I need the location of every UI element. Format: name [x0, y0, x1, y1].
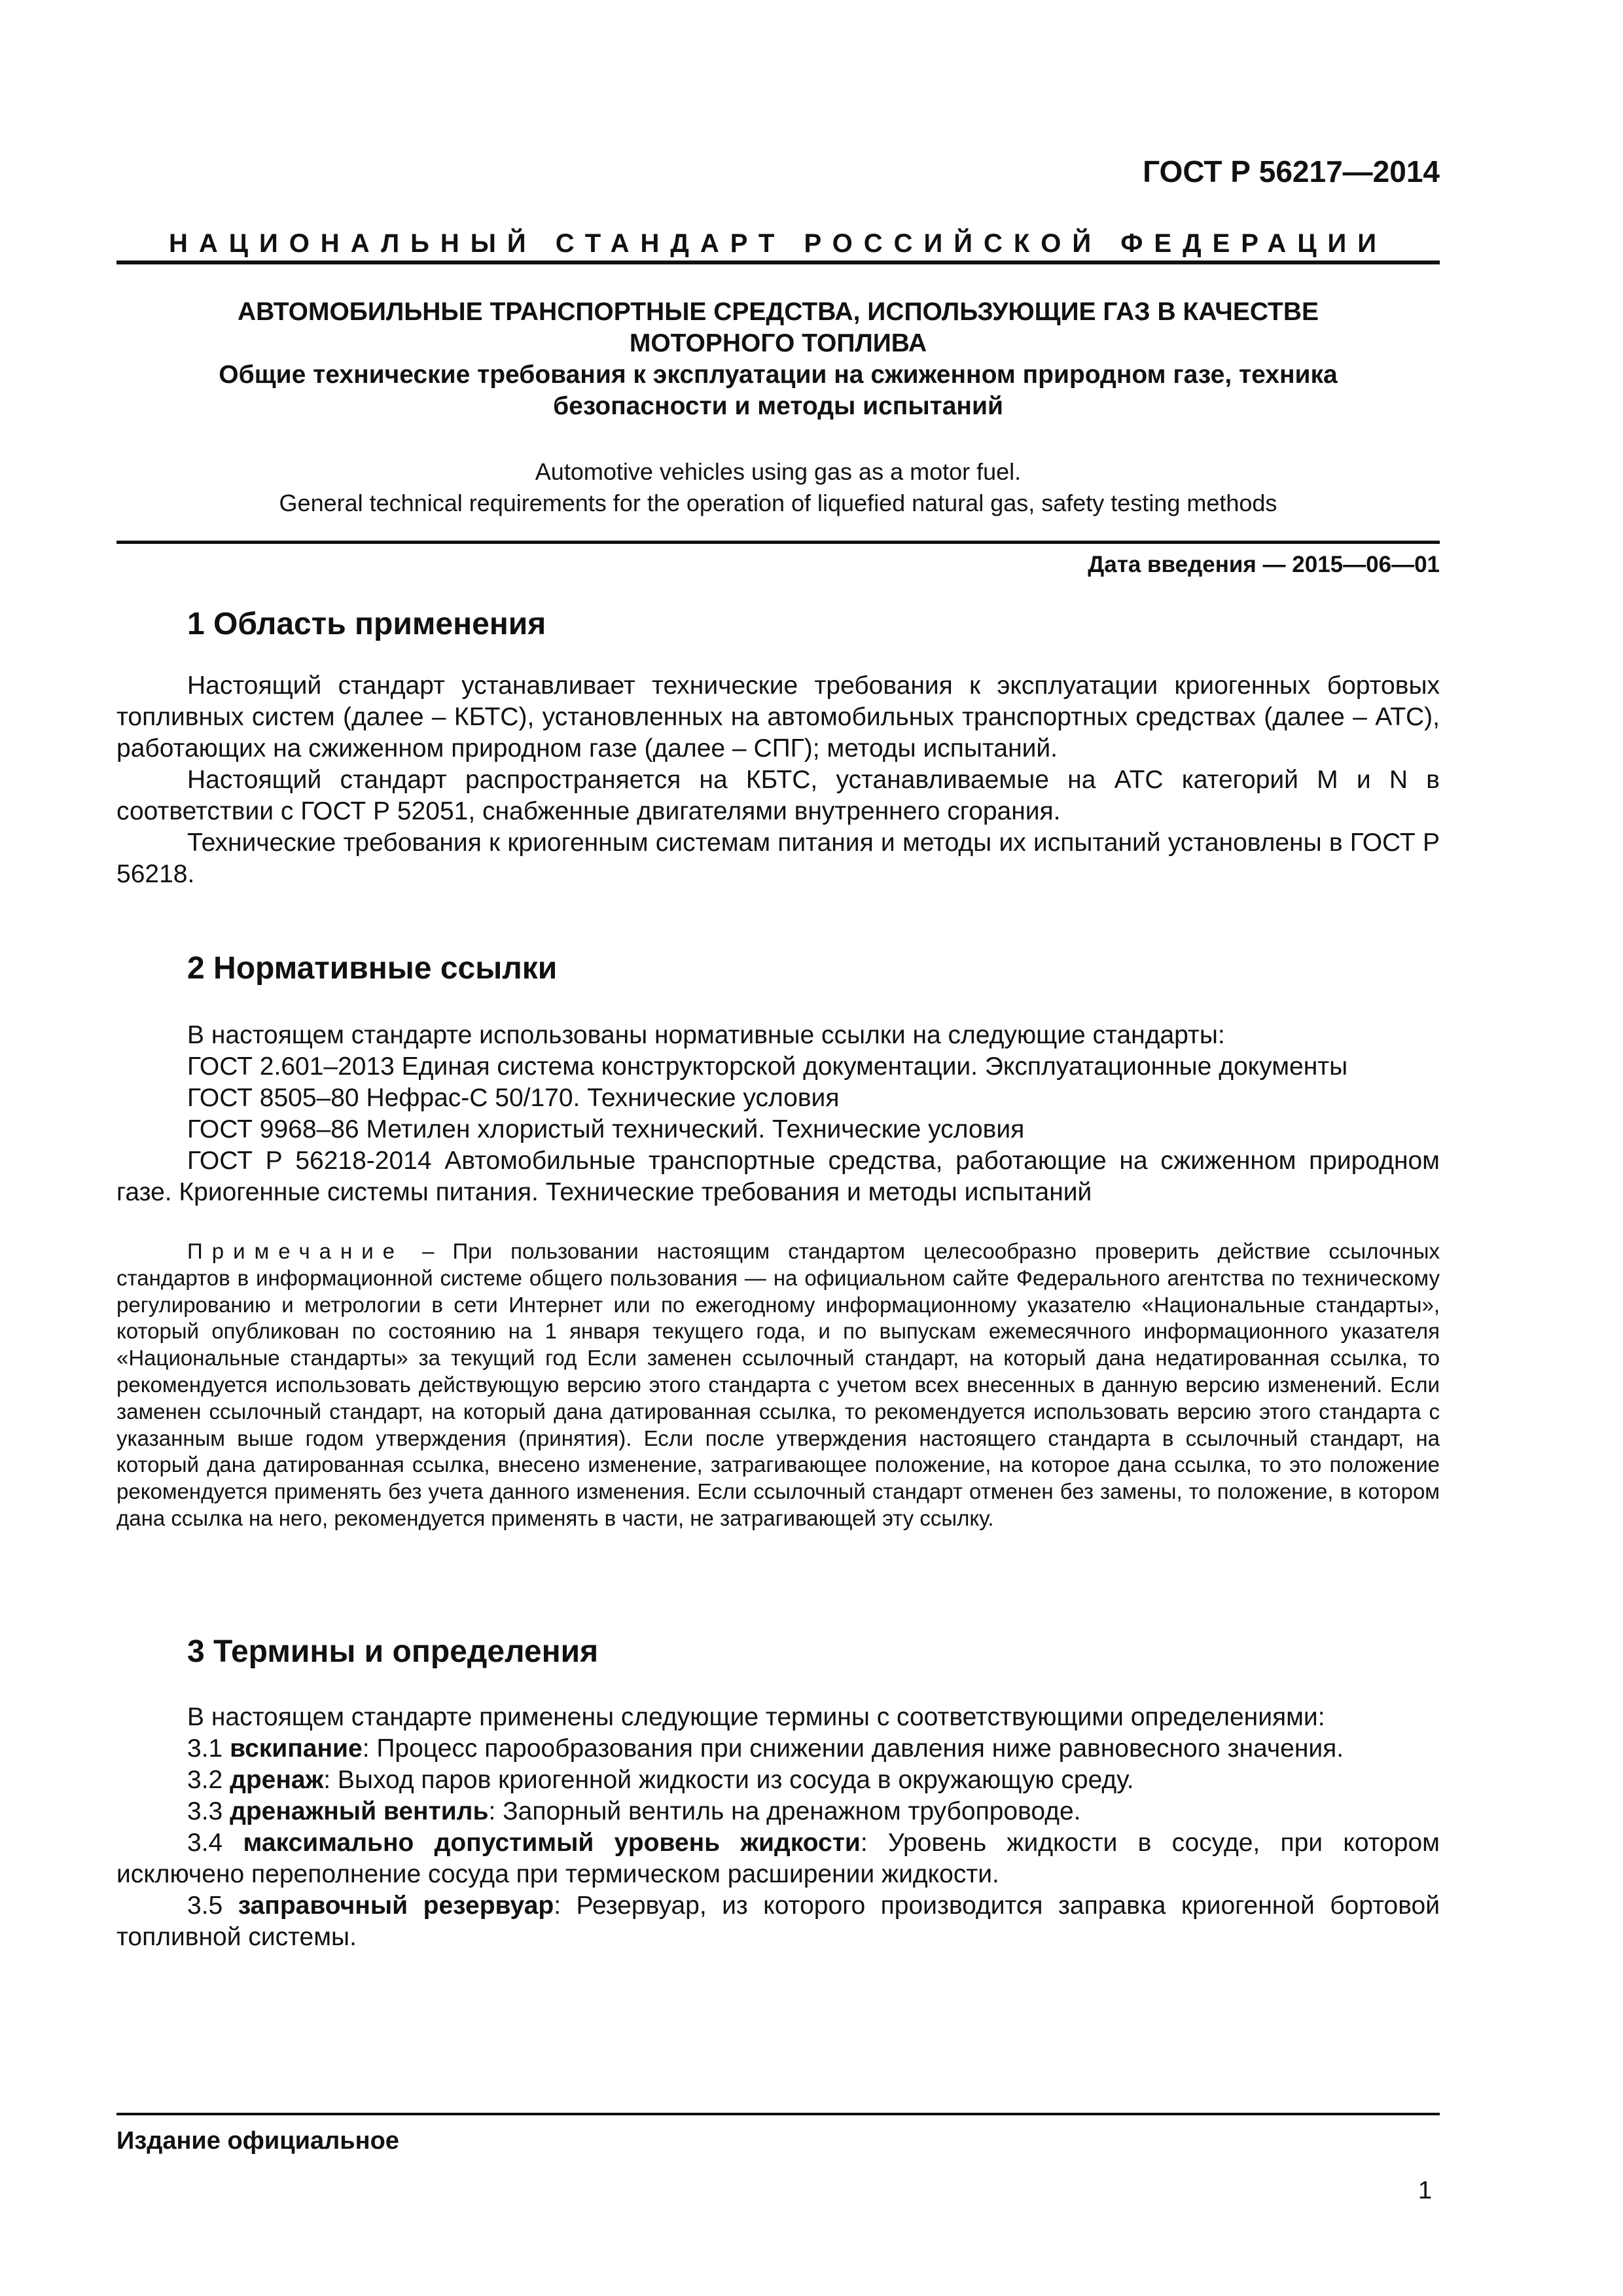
subtitle-line: Общие технические требования к эксплуатации на сжиженном природном газе, техника [219, 361, 1338, 389]
title-rule [116, 541, 1440, 544]
term-text: : Процесс парообразования при снижении давления ниже равновесного значения. [362, 1734, 1344, 1763]
term-definition [116, 1765, 1440, 1796]
term-definition [116, 1827, 1440, 1890]
note-text: – При пользовании настоящим стандартом целесообразно проверить действие ссылочных стандартов в информационной системе общего пользования — на официальном сайте Федерального агентства по техническому регулированию и метрологии в сети Интернет или по ежегодному информационному указателю «Национальные стандарты», который опубликован по состоянию на 1 января текущего года, и по выпускам ежемесячного информационного указателя «Национальные стандарты» за текущий год Если заменен ссылочный стандарт, на который дана недатированная ссылка, то рекомендуется использовать действующую версию этого стандарта с учетом всех внесенных в данную версию изменений. Если заменен ссылочный стандарт, на который дана датированная ссылка, то рекомендуется использовать версию этого стандарта с указанным выше годом утверждения (принятия). Если после утверждения настоящего стандарта в ссылочный стандарт, на который дана датированная ссылка, внесено изменение, затрагивающее положение, на которое дана ссылка, то это положение рекомендуется применять без учета данного изменения. Если ссылочный стандарт отменен без замены, то положение, в котором дана ссылка на него, рекомендуется применять в части, не затрагивающей эту ссылку. [116, 1239, 1440, 1530]
term-text: : Запорный вентиль на дренажном трубопроводе. [488, 1797, 1081, 1825]
note-paragraph [116, 1238, 1440, 1532]
paragraph: Настоящий стандарт распространяется на КБТС, устанавливаемые на АТС категорий М и N в соответствии с ГОСТ Р 52051, снабженные двигателями внутреннего сгорания. [116, 766, 1440, 825]
paragraph: В настоящем стандарте применены следующие термины с соответствующими определениями: [187, 1703, 1325, 1731]
term-text: : Уровень жидкости в сосуде, при котором исключено переполнение сосуда при термическом расширении жидкости. [116, 1829, 1440, 1888]
reference-item: ГОСТ Р 56218-2014 Автомобильные транспортные средства, работающие на сжиженном природном газе. Криогенные системы питания. Технические требования и методы испытаний [116, 1147, 1440, 1206]
term-name: дренажный вентиль [230, 1797, 489, 1825]
document-title-en [116, 456, 1440, 519]
section-3-body [116, 1702, 1440, 1953]
term-definition [116, 1890, 1440, 1953]
subtitle-line: безопасности и методы испытаний [553, 392, 1003, 420]
reference-item: ГОСТ 9968–86 Метилен хлористый технический. Технические условия [187, 1115, 1025, 1143]
title-en-line: Automotive vehicles using gas as a motor fuel. [535, 458, 1022, 485]
section-3-heading: 3 Термины и определения [187, 1634, 599, 1669]
reference-item: ГОСТ 2.601–2013 Единая система конструкторской документации. Эксплуатационные документы [187, 1052, 1348, 1081]
document-title-ru [116, 296, 1440, 422]
term-text: : Выход паров криогенной жидкости из сосуда в окружающую среду. [323, 1766, 1134, 1794]
term-name: дренаж [230, 1766, 324, 1794]
title-line: АВТОМОБИЛЬНЫЕ ТРАНСПОРТНЫЕ СРЕДСТВА, ИСПОЛЬЗУЮЩИЕ ГАЗ В КАЧЕСТВЕ [237, 298, 1319, 326]
term-number: 3.2 [187, 1766, 230, 1794]
introduction-date: Дата введения — 2015—06—01 [1088, 552, 1440, 577]
reference-item: ГОСТ 8505–80 Нефрас-С 50/170. Технические условия [187, 1084, 840, 1112]
title-en-line: General technical requirements for the operation of liquefied natural gas, safety testing methods [279, 490, 1277, 516]
term-name: вскипание [230, 1734, 363, 1763]
term-number: 3.1 [187, 1734, 230, 1763]
section-2-body [116, 1020, 1440, 1208]
term-name: максимально допустимый уровень жидкости [243, 1829, 861, 1857]
section-2-heading: 2 Нормативные ссылки [187, 951, 558, 986]
national-standard-banner: НАЦИОНАЛЬНЫЙ СТАНДАРТ РОССИЙСКОЙ ФЕДЕРАЦИИ [168, 229, 1388, 258]
footer-rule [116, 2113, 1440, 2115]
title-line: МОТОРНОГО ТОПЛИВА [629, 329, 927, 357]
paragraph: В настоящем стандарте использованы нормативные ссылки на следующие стандарты: [187, 1021, 1225, 1049]
term-definition [116, 1733, 1440, 1765]
term-definition [116, 1796, 1440, 1827]
term-number: 3.4 [187, 1829, 243, 1857]
gost-number: ГОСТ Р 56217—2014 [1143, 154, 1440, 188]
term-name: заправочный резервуар [238, 1892, 554, 1920]
note-block [116, 1238, 1440, 1532]
paragraph: Технические требования к криогенным системам питания и методы их испытаний установлены в ГОСТ Р 56218. [116, 829, 1440, 888]
section-1-body [116, 670, 1440, 890]
term-number: 3.5 [187, 1892, 238, 1920]
note-label: Примечание [187, 1239, 404, 1263]
term-text: : Резервуар, из которого производится заправка криогенной бортовой топливной системы. [116, 1892, 1440, 1951]
paragraph: Настоящий стандарт устанавливает технические требования к эксплуатации криогенных бортовых топливных систем (далее – КБТС), установленных на автомобильных транспортных средствах (далее – АТС), работающих на сжиженном природном газе (далее – СПГ); методы испытаний. [116, 672, 1440, 762]
term-number: 3.3 [187, 1797, 230, 1825]
page-number: 1 [1418, 2177, 1432, 2204]
official-edition-label: Издание официальное [116, 2127, 399, 2155]
section-1-heading: 1 Область применения [187, 607, 546, 641]
top-rule [116, 260, 1440, 264]
